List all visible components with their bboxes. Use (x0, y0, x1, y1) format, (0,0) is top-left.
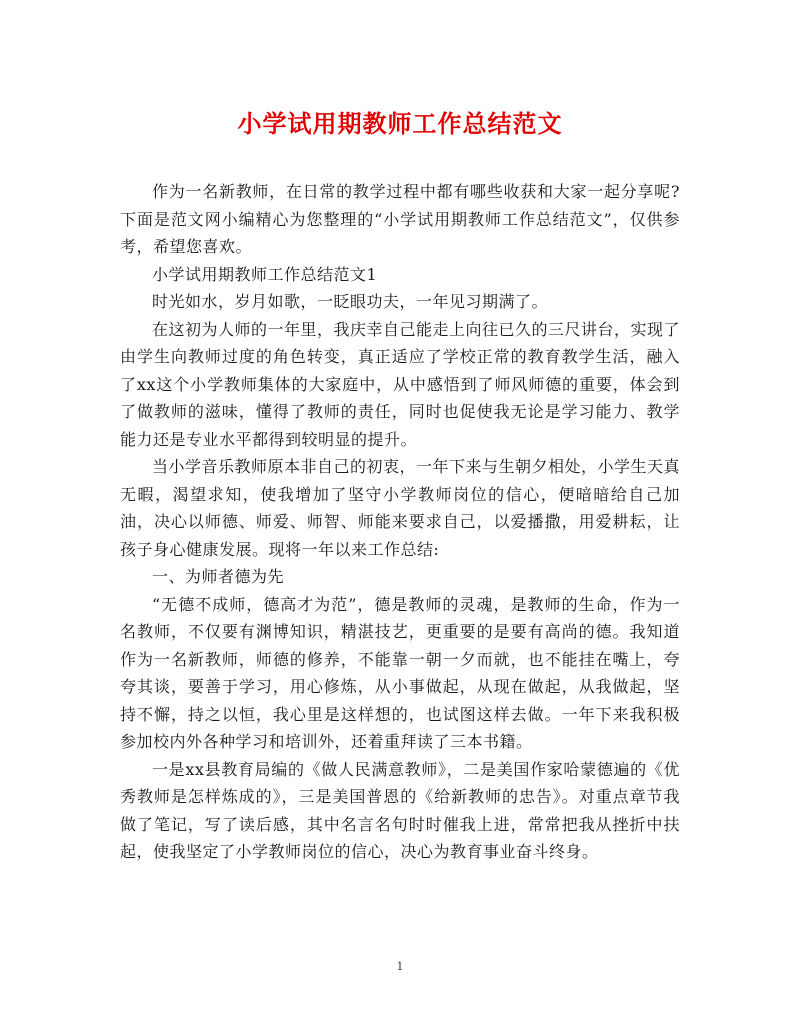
page-number: 1 (396, 960, 404, 973)
document-body (120, 178, 680, 866)
body-paragraph: 时光如水，岁月如歌，一眨眼功夫，一年见习期满了。 (152, 292, 549, 311)
intro-paragraph: 作为一名新教师，在日常的教学过程中都有哪些收获和大家一起分享呢?下面是范文网小编精心为您整理的“小学试用期教师工作总结范文”，仅供参考，希望您喜欢。 (120, 182, 680, 256)
body-paragraph: 一是xx县教育局编的《做人民满意教师》，二是美国作家哈蒙德遍的《优秀教师是怎样炼成的》，三是美国普恩的《给新教师的忠告》。对重点章节我做了笔记，写了读后感，其中名言名句时时催我上进，常常把我从挫折中扶起，使我坚定了小学教师岗位的信心，决心为教育事业奋斗终身。 (120, 759, 680, 861)
document-title: 小学试用期教师工作总结范文 (237, 109, 563, 138)
body-paragraph: “无德不成师，德高才为范”，德是教师的灵魂，是教师的生命，作为一名教师，不仅要有渊博知识，精湛技艺，更重要的是要有高尚的德。我知道作为一名新教师，师德的修养，不能靠一朝一夕而就，也不能挂在嘴上，夸夸其谈，要善于学习，用心修炼，从小事做起，从现在做起，从我做起，坚持不懈，持之以恒，我心里是这样想的，也试图这样去做。一年下来我积极参加校内外各种学习和培训外，还着重拜读了三本书籍。 (120, 594, 680, 751)
body-paragraph: 当小学音乐教师原本非自己的初衷，一年下来与生朝夕相处，小学生天真无暇，渴望求知，使我增加了坚守小学教师岗位的信心，便暗暗给自己加油，决心以师德、师爱、师智、师能来要求自己，以爱播撒，用爱耕耘，让孩子身心健康发展。现将一年以来工作总结: (120, 457, 681, 559)
body-paragraph: 在这初为人师的一年里，我庆幸自己能走上向往已久的三尺讲台，实现了由学生向教师过度的角色转变，真正适应了学校正常的教育教学生活，融入了xx这个小学教师集体的大家庭中，从中感悟到了师风师德的重要，体会到了做教师的滋味，懂得了教师的责任，同时也促使我无论是学习能力、教学能力还是专业水平都得到较明显的提升。 (120, 319, 681, 449)
section-heading: 一、为师者德为先 (152, 567, 285, 586)
section-title: 小学试用期教师工作总结范文1 (152, 264, 378, 284)
